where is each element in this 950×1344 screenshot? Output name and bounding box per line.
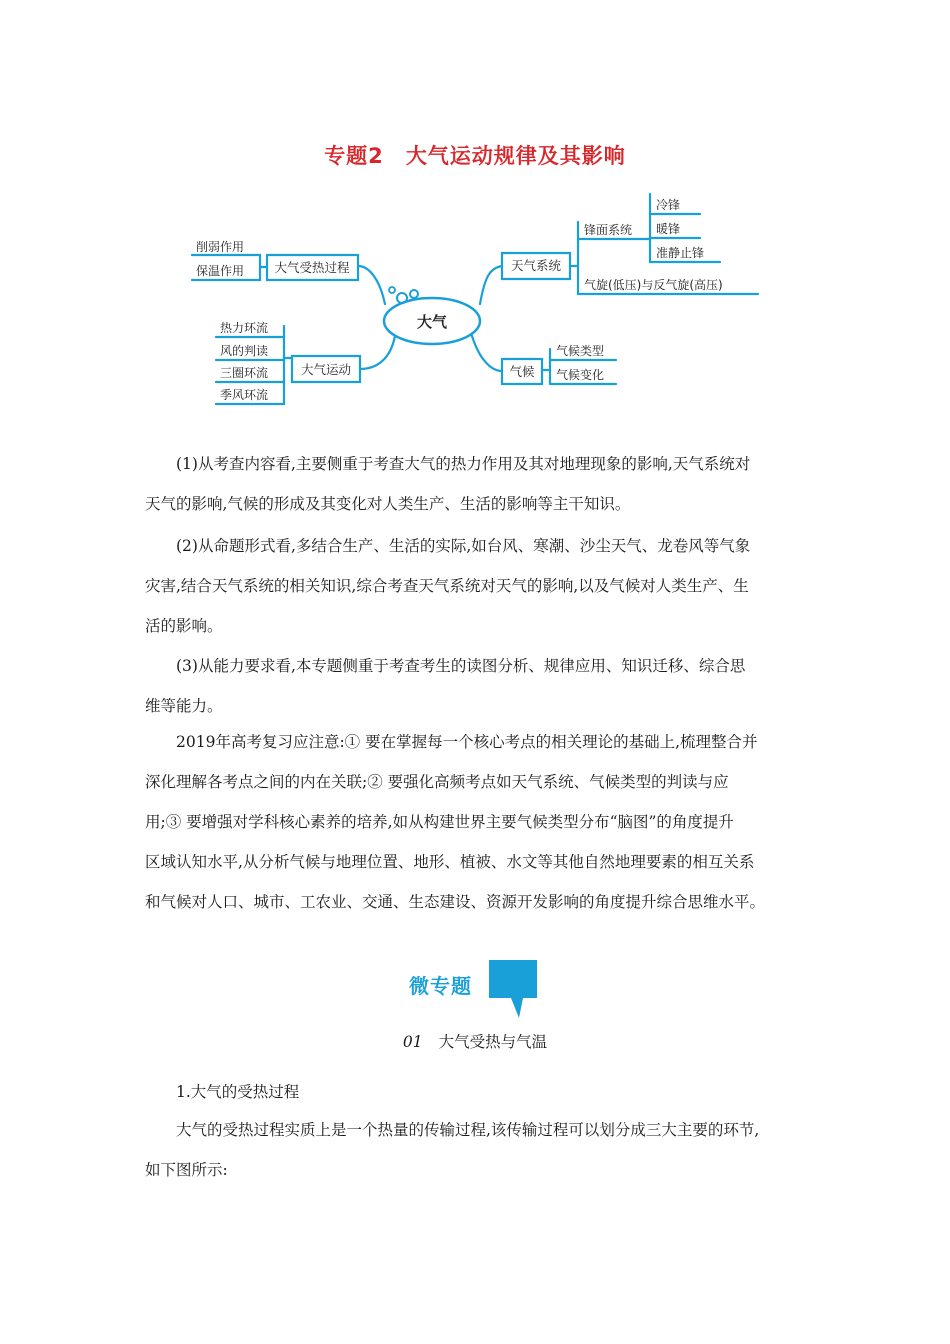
heating-label: 大气受热过程 bbox=[274, 260, 350, 275]
section-number: 01 bbox=[402, 1033, 423, 1051]
mind-map bbox=[180, 186, 780, 416]
motion-item-3: 三圈环流 bbox=[220, 366, 269, 380]
paragraph-4-line-3: 用;③ 要增强对学科核心素养的培养,如从构建世界主要气候类型分布“脑图”的角度提升 bbox=[145, 813, 734, 831]
paragraph-3 bbox=[145, 646, 810, 726]
section-subheading bbox=[0, 1030, 950, 1052]
front-cold: 冷锋 bbox=[656, 198, 681, 212]
section-title: 大气受热与气温 bbox=[438, 1033, 548, 1051]
motion-item-4: 季风环流 bbox=[220, 388, 269, 402]
climate-item-2: 气候变化 bbox=[556, 368, 605, 382]
page-title bbox=[0, 140, 950, 170]
section1-heading bbox=[145, 1072, 810, 1112]
paragraph-4-line-5: 和气候对人口、城市、工农业、交通、生态建设、资源开发影响的角度提升综合思维水平。 bbox=[145, 893, 766, 911]
motion-label: 大气运动 bbox=[300, 362, 352, 377]
heating-item-1: 削弱作用 bbox=[196, 240, 245, 254]
paragraph-4-line-2: 深化理解各考点之间的内在关联;② 要强化高频考点如天气系统、气候类型的判读与应 bbox=[145, 773, 729, 791]
section1-line-1: 大气的受热过程实质上是一个热量的传输过程,该传输过程可以划分成三大主要的环节, bbox=[176, 1121, 760, 1139]
paragraph-2-line-3: 活的影响。 bbox=[145, 617, 223, 635]
section1-line-2: 如下图所示: bbox=[145, 1161, 228, 1179]
section1-heading-text: 1.大气的受热过程 bbox=[176, 1083, 300, 1101]
section1-paragraph bbox=[145, 1110, 810, 1190]
paragraph-4-line-4: 区域认知水平,从分析气候与地理位置、地形、植被、水文等其他自然地理要素的相互关系 bbox=[145, 853, 755, 871]
paragraph-3-line-2: 维等能力。 bbox=[145, 697, 223, 715]
paragraph-2 bbox=[145, 526, 810, 646]
heating-item-2: 保温作用 bbox=[196, 264, 245, 278]
weather-label: 天气系统 bbox=[510, 258, 562, 273]
micro-topic-label: 微专题 bbox=[409, 974, 472, 998]
paragraph-1-line-2: 天气的影响,气候的形成及其变化对人类生产、生活的影响等主干知识。 bbox=[145, 495, 631, 513]
front-warm: 暖锋 bbox=[656, 222, 681, 236]
title-prefix: 专题2 bbox=[324, 144, 384, 168]
paragraph-2-line-1: (2)从命题形式看,多结合生产、生活的实际,如台风、寒潮、沙尘天气、龙卷风等气象 bbox=[176, 537, 751, 555]
paragraph-2-line-2: 灾害,结合天气系统的相关知识,综合考查天气系统对天气的影响,以及气候对人类生产、生 bbox=[145, 577, 749, 595]
paragraph-1-line-1: (1)从考查内容看,主要侧重于考查大气的热力作用及其对地理现象的影响,天气系统对 bbox=[176, 455, 751, 473]
motion-item-1: 热力环流 bbox=[220, 321, 269, 335]
title-main: 大气运动规律及其影响 bbox=[405, 144, 626, 168]
cyclone-label: 气旋(低压)与反气旋(高压) bbox=[584, 278, 723, 292]
paragraph-4-line-1: 2019年高考复习应注意:① 要在掌握每一个核心考点的相关理论的基础上,梳理整合并 bbox=[176, 733, 758, 751]
paragraph-3-line-1: (3)从能力要求看,本专题侧重于考查考生的读图分析、规律应用、知识迁移、综合思 bbox=[176, 657, 746, 675]
climate-item-1: 气候类型 bbox=[556, 344, 605, 358]
paragraph-1 bbox=[145, 444, 810, 524]
front-stationary: 准静止锋 bbox=[656, 246, 705, 260]
motion-item-2: 风的判读 bbox=[220, 344, 269, 358]
front-system-label: 锋面系统 bbox=[584, 223, 633, 237]
paragraph-4 bbox=[145, 722, 810, 922]
climate-label: 气候 bbox=[509, 364, 535, 379]
mindmap-center: 大气 bbox=[416, 313, 448, 331]
